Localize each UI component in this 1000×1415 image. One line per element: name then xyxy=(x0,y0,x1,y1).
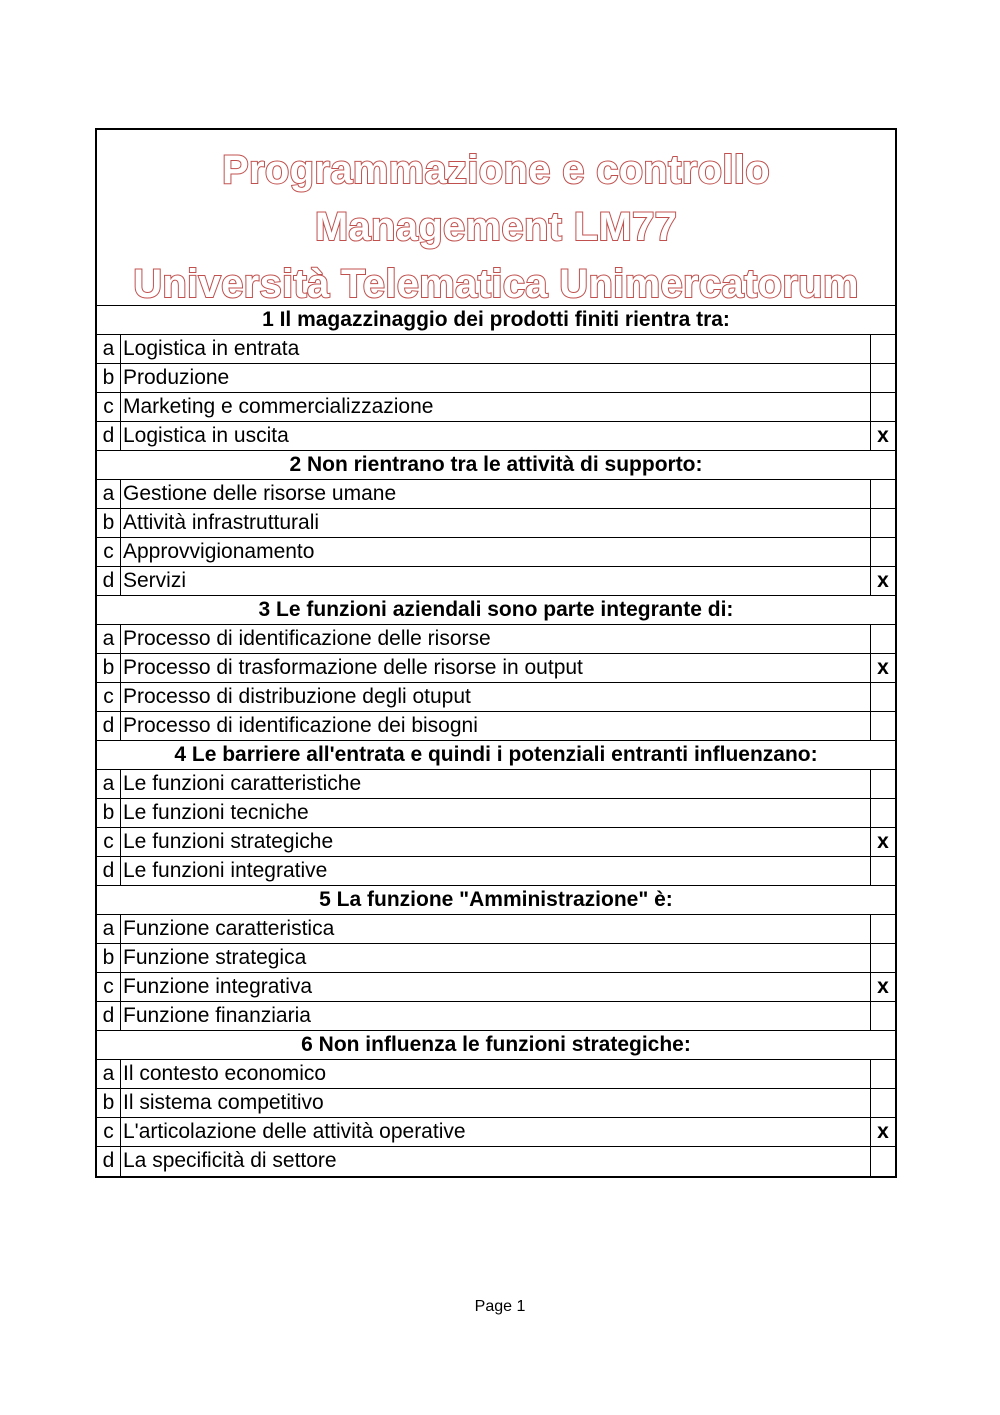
answer-letter: a xyxy=(97,335,121,363)
answer-row xyxy=(97,712,895,741)
page-number: Page 1 xyxy=(474,1298,526,1315)
title-block xyxy=(97,130,895,306)
answer-row xyxy=(97,509,895,538)
correct-answer-mark xyxy=(870,857,895,885)
answer-letter: b xyxy=(97,799,121,827)
answer-text: Funzione strategica xyxy=(123,946,307,969)
answer-row xyxy=(97,1002,895,1031)
answer-text: Il sistema competitivo xyxy=(123,1091,324,1114)
correct-answer-mark xyxy=(870,625,895,653)
answer-letter: d xyxy=(97,422,121,450)
question-list xyxy=(97,306,895,1176)
answer-letter: a xyxy=(97,770,121,798)
answer-row xyxy=(97,857,895,886)
answer-text: Funzione integrativa xyxy=(123,975,313,998)
answer-row xyxy=(97,567,895,596)
correct-answer-mark: x xyxy=(870,654,895,682)
answer-text: Gestione delle risorse umane xyxy=(123,482,397,505)
correct-answer-mark xyxy=(870,509,895,537)
answer-letter: d xyxy=(97,1002,121,1030)
answer-letter: c xyxy=(97,683,121,711)
correct-answer-mark xyxy=(870,712,895,740)
answer-row xyxy=(97,973,895,1002)
answer-row xyxy=(97,625,895,654)
correct-answer-mark xyxy=(870,480,895,508)
answer-row xyxy=(97,364,895,393)
answer-letter: b xyxy=(97,944,121,972)
answer-letter: c xyxy=(97,973,121,1001)
correct-answer-mark xyxy=(870,364,895,392)
correct-answer-mark xyxy=(870,1147,895,1176)
answer-row xyxy=(97,480,895,509)
question-title: 2 Non rientrano tra le attività di supporto: xyxy=(97,451,895,480)
correct-answer-mark xyxy=(870,1060,895,1088)
answer-letter: a xyxy=(97,1060,121,1088)
answer-text: Logistica in uscita xyxy=(123,424,289,447)
answer-letter: a xyxy=(97,480,121,508)
correct-answer-mark xyxy=(870,1002,895,1030)
answer-row xyxy=(97,1147,895,1176)
question-title: 3 Le funzioni aziendali sono parte integrante di: xyxy=(97,596,895,625)
answer-letter: c xyxy=(97,393,121,421)
answer-text: Logistica in entrata xyxy=(123,337,300,360)
correct-answer-mark xyxy=(870,799,895,827)
answer-text: Processo di distribuzione degli otuput xyxy=(123,685,471,708)
answer-letter: d xyxy=(97,1147,121,1176)
correct-answer-mark xyxy=(870,538,895,566)
correct-answer-mark xyxy=(870,335,895,363)
title-line-course: Programmazione e controllo xyxy=(222,148,770,192)
answer-row xyxy=(97,799,895,828)
question-title: 4 Le barriere all'entrata e quindi i potenziali entranti influenzano: xyxy=(97,741,895,770)
answer-letter: c xyxy=(97,538,121,566)
answer-text: Processo di trasformazione delle risorse in output xyxy=(123,656,583,679)
correct-answer-mark: x xyxy=(870,828,895,856)
answer-text: La specificità di settore xyxy=(123,1149,337,1172)
answer-text: Le funzioni caratteristiche xyxy=(123,772,362,795)
answer-text: Le funzioni strategiche xyxy=(123,830,334,853)
answer-letter: c xyxy=(97,828,121,856)
correct-answer-mark: x xyxy=(870,973,895,1001)
question-title: 5 La funzione "Amministrazione" è: xyxy=(97,886,895,915)
answer-row xyxy=(97,393,895,422)
answer-text: Il contesto economico xyxy=(123,1062,327,1085)
answer-row xyxy=(97,654,895,683)
title-line-program: Management LM77 xyxy=(314,205,678,249)
answer-text: Attività infrastrutturali xyxy=(123,511,320,534)
answer-letter: b xyxy=(97,1089,121,1117)
answer-text: Le funzioni tecniche xyxy=(123,801,309,824)
answer-text: Marketing e commercializzazione xyxy=(123,395,434,418)
answer-text: Servizi xyxy=(123,569,187,592)
correct-answer-mark: x xyxy=(870,422,895,450)
title-line-university: Università Telematica Unimercatorum xyxy=(133,262,859,306)
answer-row xyxy=(97,1118,895,1147)
answer-text: Processo di identificazione delle risorse xyxy=(123,627,491,650)
question-title: 6 Non influenza le funzioni strategiche: xyxy=(97,1031,895,1060)
correct-answer-mark: x xyxy=(870,567,895,595)
correct-answer-mark xyxy=(870,393,895,421)
answer-letter: b xyxy=(97,654,121,682)
answer-row xyxy=(97,828,895,857)
quiz-table xyxy=(95,128,897,1178)
answer-text: Produzione xyxy=(123,366,230,389)
answer-letter: b xyxy=(97,509,121,537)
answer-letter: a xyxy=(97,625,121,653)
correct-answer-mark xyxy=(870,915,895,943)
correct-answer-mark xyxy=(870,683,895,711)
answer-letter: d xyxy=(97,712,121,740)
answer-letter: d xyxy=(97,857,121,885)
correct-answer-mark xyxy=(870,944,895,972)
answer-row xyxy=(97,538,895,567)
question-title: 1 Il magazzinaggio dei prodotti finiti rientra tra: xyxy=(97,306,895,335)
answer-text: Funzione caratteristica xyxy=(123,917,335,940)
answer-row xyxy=(97,683,895,712)
correct-answer-mark: x xyxy=(870,1118,895,1146)
answer-row xyxy=(97,944,895,973)
answer-text: Approvvigionamento xyxy=(123,540,315,563)
answer-text: Le funzioni integrative xyxy=(123,859,328,882)
answer-row xyxy=(97,335,895,364)
answer-text: Processo di identificazione dei bisogni xyxy=(123,714,478,737)
correct-answer-mark xyxy=(870,770,895,798)
correct-answer-mark xyxy=(870,1089,895,1117)
answer-row xyxy=(97,1089,895,1118)
answer-text: Funzione finanziaria xyxy=(123,1004,311,1027)
answer-row xyxy=(97,915,895,944)
answer-letter: a xyxy=(97,915,121,943)
answer-letter: b xyxy=(97,364,121,392)
answer-letter: d xyxy=(97,567,121,595)
answer-text: L'articolazione delle attività operative xyxy=(123,1120,466,1143)
answer-row xyxy=(97,1060,895,1089)
answer-row xyxy=(97,422,895,451)
answer-row xyxy=(97,770,895,799)
answer-letter: c xyxy=(97,1118,121,1146)
